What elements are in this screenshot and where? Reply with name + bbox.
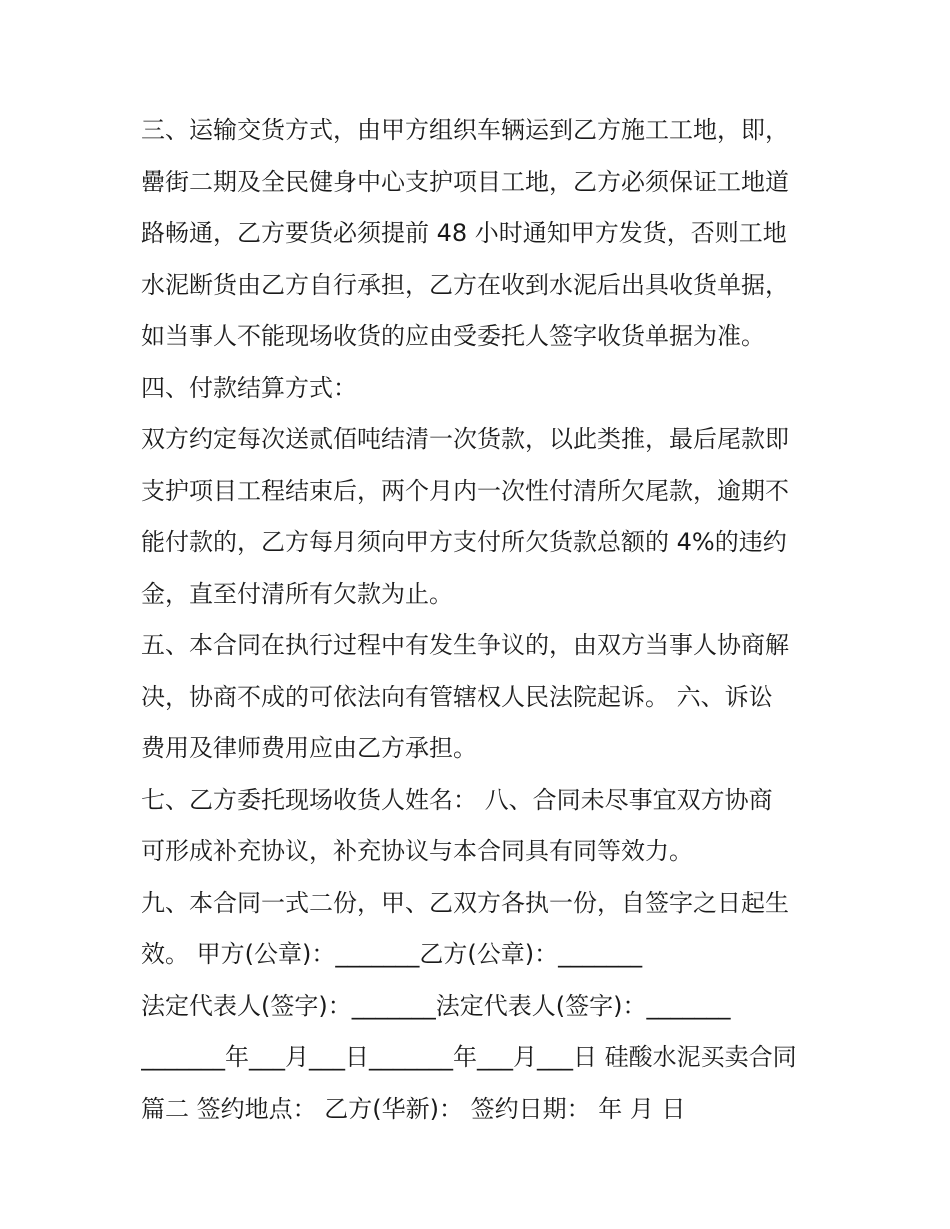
text-line: 五、本合同在执行过程中有发生争议的，由双方当事人协商解: [141, 631, 789, 659]
section-heading-payment: 四、付款结算方式：: [141, 373, 357, 402]
text-line: 篇二 签约地点： 乙方(华新)： 签约日期： 年 月 日: [141, 1094, 686, 1123]
text-line: 双方约定每次送贰佰吨结清一次货款，以此类推，最后尾款即: [141, 425, 789, 453]
text-line: 路畅通，乙方要货必须提前 48 小时通知甲方发货，否则工地: [141, 219, 787, 247]
text-line: 可形成补充协议，补充协议与本合同具有同等效力。: [141, 837, 693, 865]
text-line: 如当事人不能现场收货的应由受委托人签字收货单据为准。: [141, 322, 765, 350]
text-line: 罍街二期及全民健身中心支护项目工地，乙方必须保证工地道: [141, 167, 789, 196]
text-line: 金，直至付清所有欠款为止。: [141, 579, 453, 608]
text-line: 费用及律师费用应由乙方承担。: [141, 734, 477, 762]
signature-line-dates: _______年___月___日_______年___月___日 硅酸水泥买卖合同: [141, 1043, 797, 1071]
contract-text: [141, 105, 816, 1135]
text-line: 三、运输交货方式，由甲方组织车辆运到乙方施工工地，即，: [141, 116, 789, 144]
text-line: 九、本合同一式二份，甲、乙双方各执一份，自签字之日起生: [141, 888, 789, 917]
text-line: 能付款的，乙方每月须向甲方支付所欠货款总额的 4%的违约: [141, 528, 787, 556]
signature-line-representatives: 法定代表人(签字)：_______法定代表人(签字)：_______: [141, 991, 731, 1020]
text-line: 支护项目工程结束后，两个月内一次性付清所欠尾款，逾期不: [141, 476, 789, 505]
text-line: 水泥断货由乙方自行承担，乙方在收到水泥后出具收货单据，: [141, 270, 789, 299]
signature-line-seals: 效。 甲方(公章)：_______乙方(公章)：_______: [141, 940, 643, 968]
text-line: 决，协商不成的可依法向有管辖权人民法院起诉。 六、诉讼: [141, 682, 773, 711]
text-line: 七、乙方委托现场收货人姓名： 八、合同未尽事宜双方协商: [141, 785, 773, 814]
